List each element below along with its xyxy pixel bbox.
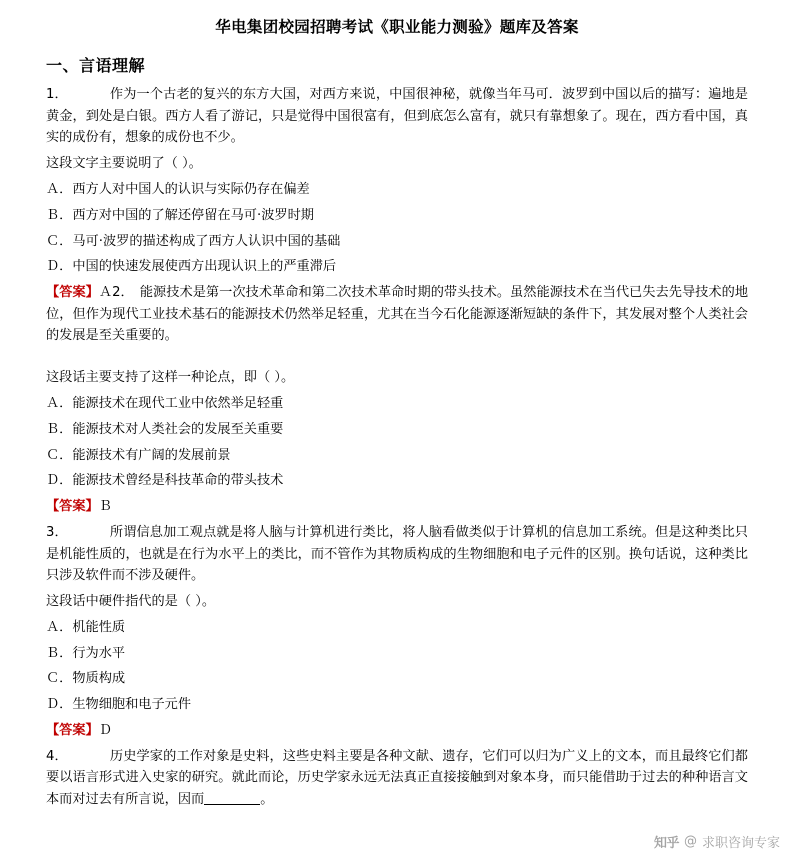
paragraph-spacer [46,351,748,367]
question-2-text: 能源技术是第一次技术革命和第二次技术革命时期的带头技术。虽然能源技术在当代已失去先导技术的地位，但作为现代工业技术基石的能源技术仍然举足轻重，尤其在当今石化能源逐渐短缺的条件下，其发展对整个人类社会的发展是至关重要的。 [46,285,749,343]
answer-value-2: Ｂ [98,499,112,515]
question-3-stem [46,522,748,586]
question-2-number: 2． [112,285,134,301]
answer-label-1: 【答案】 [46,285,99,301]
question-1-stem [46,84,748,148]
answer-value-3: Ｄ [98,723,112,739]
fill-in-blank [204,804,260,805]
question-3-number: 3． [46,525,68,541]
answer-label-3: 【答案】 [46,723,99,739]
question-1-option-d: Ｄ．中国的快速发展使西方出现认识上的严重滞后 [46,259,337,275]
watermark [654,832,780,851]
answer-value-1: Ａ [98,285,113,301]
page-title: 华电集团校园招聘考试《职业能力测验》题库及答案 [215,18,579,36]
watermark-author: 求职咨询专家 [701,836,780,851]
question-2-option-b: Ｂ．能源技术对人类社会的发展至关重要 [46,421,284,437]
question-4-number: 4． [46,749,68,764]
question-4-text-tail: 。 [260,791,274,807]
question-2-option-d: Ｄ．能源技术曾经是科技革命的带头技术 [46,473,284,489]
at-symbol-icon: @ [683,834,697,849]
question-3-option-b: Ｂ．行为水平 [46,645,126,661]
question-4-text: 历史学家的工作对象是史料，这些史料主要是各种文献、遗存，它们可以归为广义上的文本，而且最终它们都要以语言形式进入史家的研究。就此而论，历史学家永远无法真正直接接触到对象本身，而只能借助于过去的种种语言文本而对过去有所言说，因而 [46,749,748,807]
zhihu-logo-icon: 知乎 [653,836,679,851]
answer-label-2: 【答案】 [46,499,99,515]
question-3-text: 所谓信息加工观点就是将人脑与计算机进行类比，将人脑看做类似于计算机的信息加工系统。但是这种类比只是机能性质的，也就是在行为水平上的类比，而不管作为其物质构成的生物细胞和电子元件的区别。换句话说，这种类比只涉及软件而不涉及硬件。 [46,525,748,583]
question-2-ask: 这段话主要支持了这样一种论点，即（ ）。 [46,369,295,385]
question-1-text: 作为一个古老的复兴的东方大国，对西方来说，中国很神秘，就像当年马可．波罗到中国以后的描写：遍地是黄金，到处是白银。西方人看了游记，只是觉得中国很富有，但到底怎么富有，就只有靠想象了。现在，西方看中国，真实的成份有，想象的成份也不少。 [46,87,748,145]
question-1-option-c: Ｃ．马可·波罗的描述构成了西方人认识中国的基础 [46,233,341,249]
question-1-ask: 这段文字主要说明了（ ）。 [46,155,202,171]
question-3-answer [46,720,748,741]
question-3-option-a: Ａ．机能性质 [46,619,126,635]
question-3-option-c: Ｃ．物质构成 [46,671,126,687]
question-3-option-d: Ｄ．生物细胞和电子元件 [46,697,192,713]
question-1-number: 1． [46,87,68,103]
section-heading: 一、言语理解 [46,56,146,76]
question-3-ask: 这段话中硬件指代的是（ ）。 [46,593,216,609]
question-2-answer [46,496,748,517]
question-1-option-a: Ａ．西方人对中国人的认识与实际仍存在偏差 [46,181,310,197]
question-1-option-b: Ｂ．西方对中国的了解还停留在马可·波罗时期 [46,207,314,223]
question-4-stem [46,746,748,810]
question-2-option-a: Ａ．能源技术在现代工业中依然举足轻重 [46,395,284,411]
question-1-answer-and-question-2-stem [46,282,748,346]
question-2-option-c: Ｃ．能源技术有广阔的发展前景 [46,447,231,463]
